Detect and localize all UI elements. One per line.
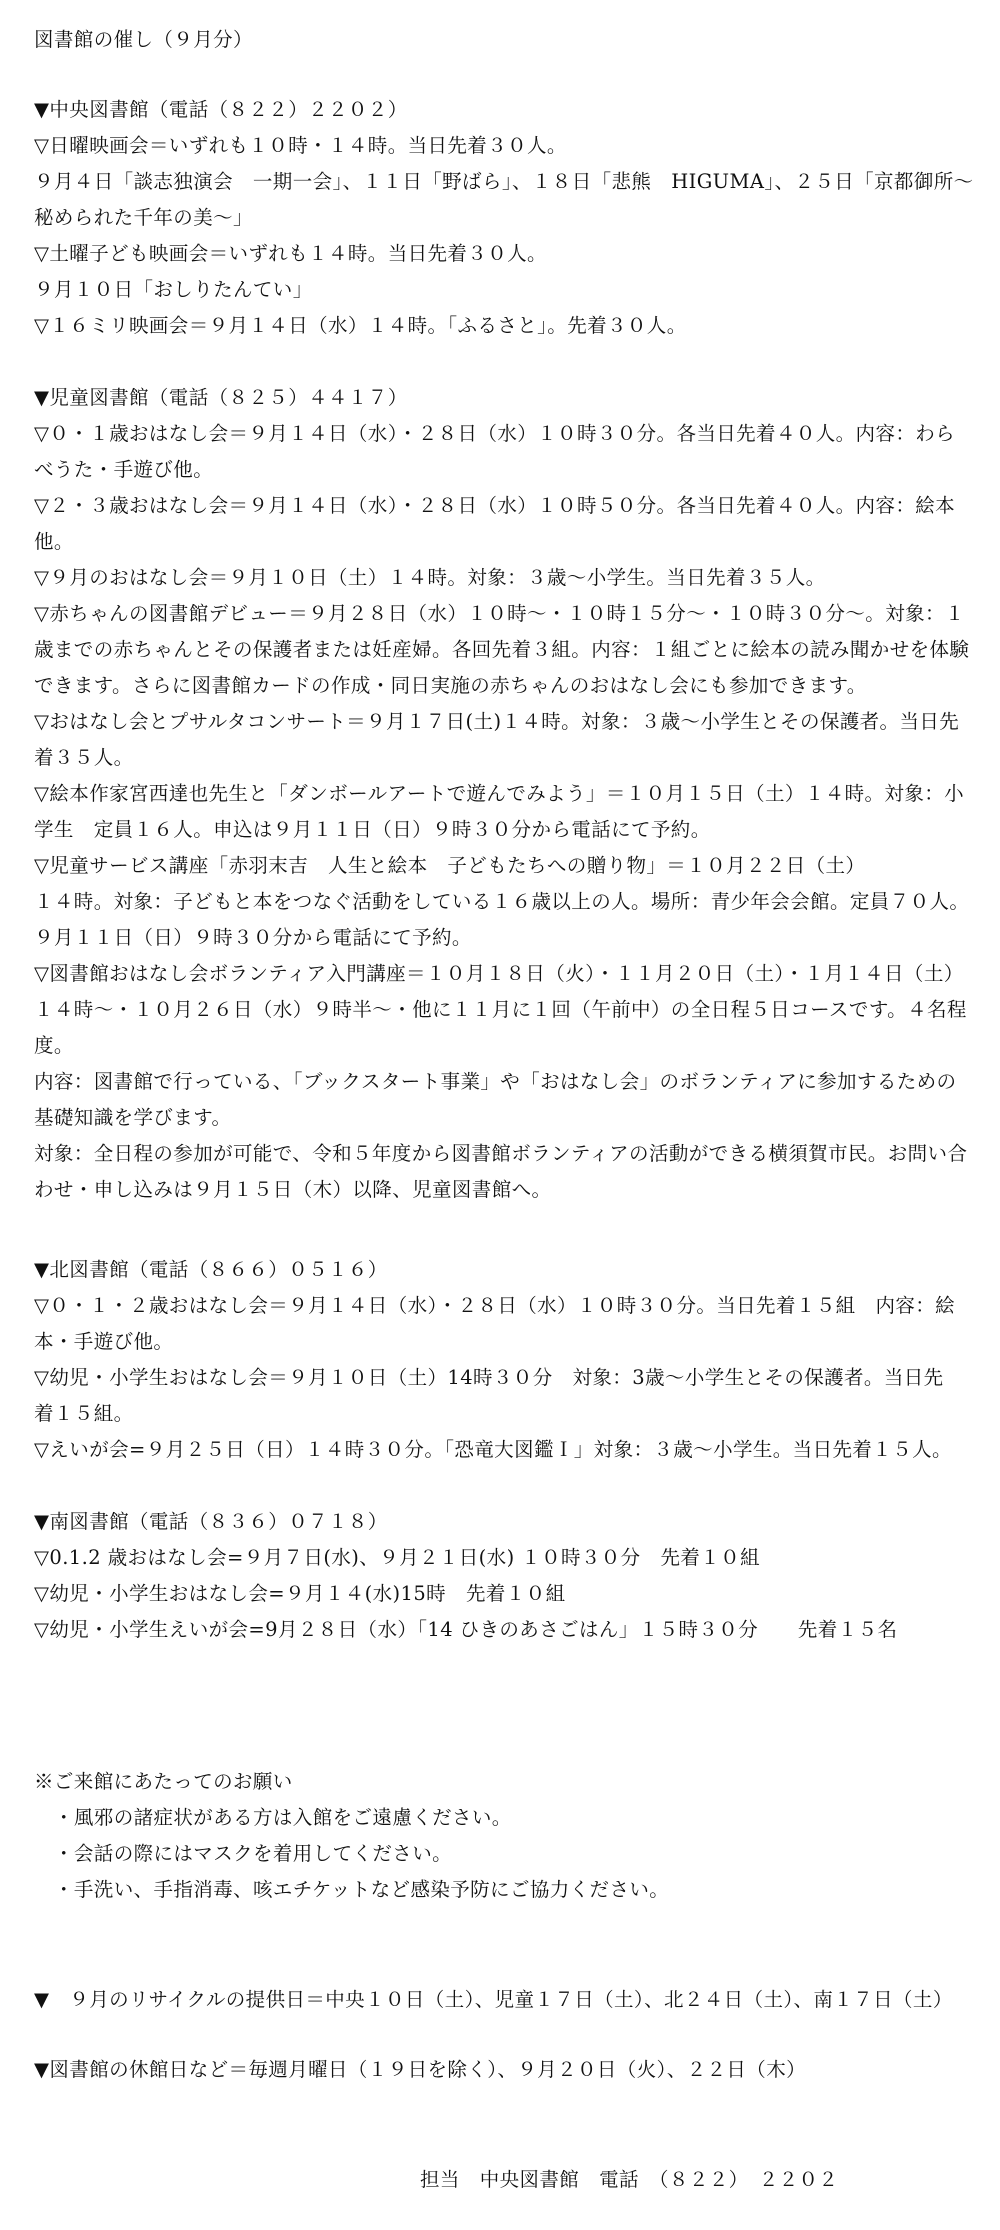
text-line: ▽赤ちゃんの図書館デビュー＝９月２８日（水）１０時～・１０時１５分～・１０時３０分～。対象：１: [34, 602, 965, 625]
text-line: ▽０・１・２歳おはなし会＝９月１４日（水）・２８日（水）１０時３０分。当日先着１５組 内容：絵: [34, 1294, 956, 1317]
text-line: ▽児童サービス講座「赤羽末吉 人生と絵本 子どもたちへの贈り物」＝１０月２２日（土）: [34, 854, 866, 877]
text-line: 基礎知識を学びます。: [34, 1106, 232, 1129]
page-title: 図書館の催し（９月分）: [34, 28, 253, 51]
notice-item: ・手洗い、手指消毒、咳エチケットなど感染予防にご協力ください。: [54, 1878, 670, 1901]
text-line: 歳までの赤ちゃんとその保護者または妊産婦。各回先着３組。内容：１組ごとに絵本の読み聞かせを体験: [34, 638, 970, 661]
text-line: ▽えいが会=９月２５日（日）１４時３０分。「恐竜大図鑑Ｉ」対象：３歳～小学生。当日先着１５人。: [34, 1438, 952, 1461]
contact-footer: 担当 中央図書館 電話 （８２２） ２２０２: [420, 2168, 839, 2191]
text-line: ▽１６ミリ映画会＝９月１４日（水）１４時。「ふるさと」。先着３０人。: [34, 314, 687, 337]
text-line: ▽図書館おはなし会ボランティア入門講座＝１０月１８日（火）・１１月２０日（土）・１月１４日（土）: [34, 962, 964, 985]
text-line: ９月４日「談志独演会 一期一会」、１１日「野ばら」、１８日「悲熊 HIGUMA」、２５日「京都御所～: [34, 170, 974, 193]
text-line: １４時～・１０月２６日（水）９時半～・他に１１月に１回（午前中）の全日程５日コースです。４名程: [34, 998, 967, 1021]
text-line: べうた・手遊び他。: [34, 458, 214, 481]
notice-item: ・風邪の諸症状がある方は入館をご遠慮ください。: [54, 1806, 512, 1829]
notice-heading: ※ご来館にあたってのお願い: [34, 1770, 293, 1793]
section-heading: ▼南図書館（電話（８３６）０７１８）: [34, 1510, 388, 1533]
text-line: ▽幼児・小学生おはなし会＝９月１０日（土）14時３０分 対象：3歳～小学生とその保護者。当日先: [34, 1366, 944, 1389]
section-heading: ▼中央図書館（電話（８２２）２２０２）: [34, 98, 408, 121]
text-line: できます。さらに図書館カードの作成・同日実施の赤ちゃんのおはなし会にも参加できます。: [34, 674, 867, 697]
text-line: ▽幼児・小学生おはなし会=９月１４(水)15時 先着１０組: [34, 1582, 566, 1605]
text-line: 度。: [34, 1034, 74, 1057]
section-north-library: [34, 1252, 982, 1468]
text-line: １４時。対象：子どもと本をつなぐ活動をしている１６歳以上の人。場所：青少年会会館。定員７０人。: [34, 890, 970, 913]
text-line: 着３５人。: [34, 746, 134, 769]
text-line: ▽９月のおはなし会＝９月１０日（土）１４時。対象：３歳～小学生。当日先着３５人。: [34, 566, 826, 589]
text-line: 着１５組。: [34, 1402, 134, 1425]
text-line: 学生 定員１６人。申込は９月１１日（日）９時３０分から電話にて予約。: [34, 818, 711, 841]
text-line: ▽日曜映画会＝いずれも１０時・１４時。当日先着３０人。: [34, 134, 567, 157]
section-heading: ▼北図書館（電話（８６６）０５１６）: [34, 1258, 388, 1281]
text-line: ▽０・１歳おはなし会＝９月１４日（水）・２８日（水）１０時３０分。各当日先着４０人。内容：わら: [34, 422, 956, 445]
text-line: ９月１０日「おしりたんてい」: [34, 278, 313, 301]
section-heading: ▼児童図書館（電話（８２５）４４１７）: [34, 386, 408, 409]
text-line: ９月１１日（日）９時３０分から電話にて予約。: [34, 926, 472, 949]
section-south-library: [34, 1504, 982, 1648]
text-line: ▽土曜子ども映画会＝いずれも１４時。当日先着３０人。: [34, 242, 547, 265]
text-line: ▽２・３歳おはなし会＝９月１４日（水）・２８日（水）１０時５０分。各当日先着４０人。内容：絵本: [34, 494, 956, 517]
text-line: 内容：図書館で行っている、「ブックスタート事業」や「おはなし会」のボランティアに参加するための: [34, 1070, 957, 1093]
text-line: ▽おはなし会とプサルタコンサート＝９月１７日(土)１４時。対象：３歳～小学生とその保護者。当日先: [34, 710, 960, 733]
section-central-library: [34, 92, 982, 344]
text-line: ▽幼児・小学生えいが会=9月２８日（水）「14 ひきのあさごはん」１５時３０分 先着１５名: [34, 1618, 898, 1641]
text-line: 本・手遊び他。: [34, 1330, 174, 1353]
text-line: 秘められた千年の美～」: [34, 206, 253, 229]
text-line: 対象：全日程の参加が可能で、令和５年度から図書館ボランティアの活動ができる横須賀市民。お問い合: [34, 1142, 968, 1165]
text-line: わせ・申し込みは９月１５日（木）以降、児童図書館へ。: [34, 1178, 552, 1201]
text-line: 他。: [34, 530, 74, 553]
closed-days: ▼図書館の休館日など＝毎週月曜日（１９日を除く）、９月２０日（火）、２２日（木）: [34, 2058, 806, 2081]
text-line: ▽絵本作家宮西達也先生と「ダンボールアートで遊んでみよう」＝１０月１５日（土）１４時。対象：小: [34, 782, 965, 805]
visitor-notice: [34, 1764, 934, 1908]
recycle-dates: ▼ ９月のリサイクルの提供日＝中央１０日（土）、児童１７日（土）、北２４日（土）、南１７日（土）: [34, 1988, 953, 2011]
section-children-library: [34, 380, 982, 1208]
text-line: ▽0.1.2 歳おはなし会=９月７日(水)、９月２１日(水) １０時３０分 先着１０組: [34, 1546, 760, 1569]
notice-item: ・会話の際にはマスクを着用してください。: [54, 1842, 453, 1865]
